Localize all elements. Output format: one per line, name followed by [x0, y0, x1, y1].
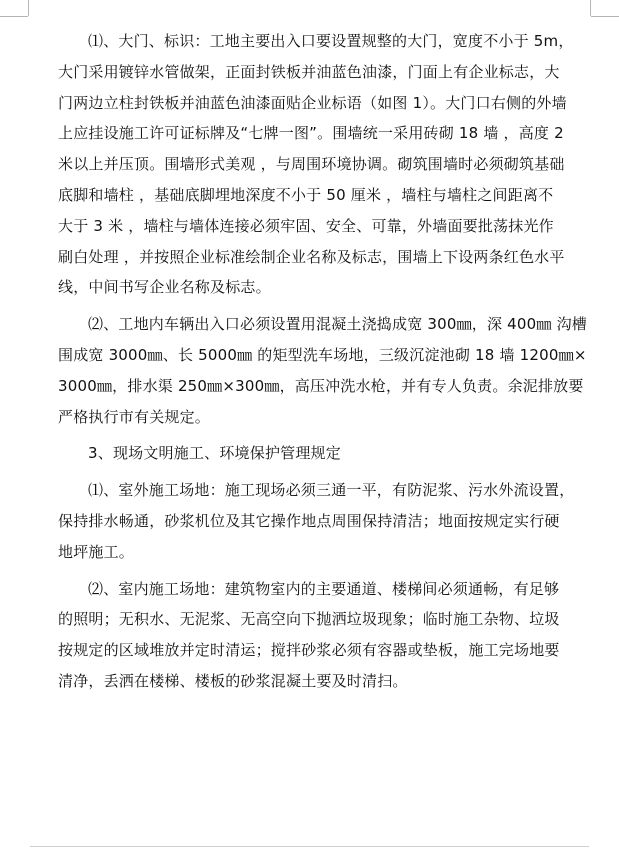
paragraph-vehicle-wash: [58, 309, 598, 432]
crop-mark-top-right: [591, 16, 619, 17]
page-bottom-edge: [30, 846, 589, 847]
text-line: 3000㎜，排水渠 250㎜×300㎜，高压冲洗水枪，并有专人负责。余泥排放要: [58, 376, 584, 395]
paragraph-gate-signage: [58, 26, 598, 303]
text-line: 地坪施工。: [58, 542, 135, 561]
text-line: 门两边立柱封铁板并油蓝色油漆面贴企业标语（如图 1）。大门口右侧的外墙: [58, 93, 567, 112]
text-line: 清净，丢洒在楼梯、楼板的砂浆混凝土要及时清扫。: [58, 671, 408, 690]
text-line: 严格执行市有关规定。: [58, 407, 211, 426]
paragraph-outdoor-site: [58, 475, 598, 567]
heading-text: 3、现场文明施工、环境保护管理规定: [88, 444, 341, 463]
text-line: 保持排水畅通，砂浆机位及其它操作地点周围保持清洁；地面按规定实行硬: [58, 511, 560, 530]
text-line: ⑴、大门、标识：工地主要出入口要设置规整的大门，宽度不小于 5m，: [88, 32, 574, 50]
text-line: 的照明；无积水、无泥浆、无高空向下抛洒垃圾现象；临时施工杂物、垃圾: [58, 610, 560, 629]
crop-mark-top-left: [0, 16, 28, 17]
text-line: 底脚和墙柱 ，基础底脚埋地深度不小于 50 厘米 ，墙柱与墙柱之间距离不: [58, 185, 554, 204]
text-line: 大于 3 米 ，墙柱与墙体连接必须牢固、安全、可靠，外墙面要批荡抹光作: [58, 216, 554, 235]
section-heading: [58, 438, 598, 469]
text-line: 线，中间书写企业名称及标志。: [58, 278, 271, 297]
crop-mark-top-right: [590, 0, 591, 16]
text-line: ⑵、工地内车辆出入口必须设置用混凝土浇捣成宽 300㎜，深 400㎜ 沟槽: [88, 315, 587, 334]
text-line: 按规定的区域堆放并定时清运；搅拌砂浆必须有容器或垫板，施工完场地要: [58, 641, 560, 660]
text-line: ⑴、室外施工场地：施工现场必须三通一平，有防泥浆、污水外流设置，: [88, 481, 575, 500]
document-body: [58, 26, 598, 697]
text-line: 上应挂设施工许可证标牌及“七牌一图”。围墙统一采用砖砌 18 墙 ，高度 2: [58, 124, 564, 143]
crop-mark-top-left: [28, 0, 29, 16]
text-line: 大门采用镀锌水管做架，正面封铁板并油蓝色油漆，门面上有企业标志，大: [58, 62, 560, 81]
text-line: ⑵、室内施工场地：建筑物室内的主要通道、楼梯间必须通畅，有足够: [88, 579, 560, 598]
paragraph-indoor-site: [58, 574, 598, 697]
text-line: 围成宽 3000㎜、长 5000㎜ 的矩型洗车场地，三级沉淀池砌 18 墙 1200㎜×: [58, 345, 587, 364]
text-line: 米以上并压顶。围墙形式美观 ，与周围环境协调。砌筑围墙时必须砌筑基础: [58, 155, 565, 174]
text-line: 刷白处理 ，并按照企业标准绘制企业名称及标志，围墙上下设两条红色水平: [58, 247, 565, 266]
